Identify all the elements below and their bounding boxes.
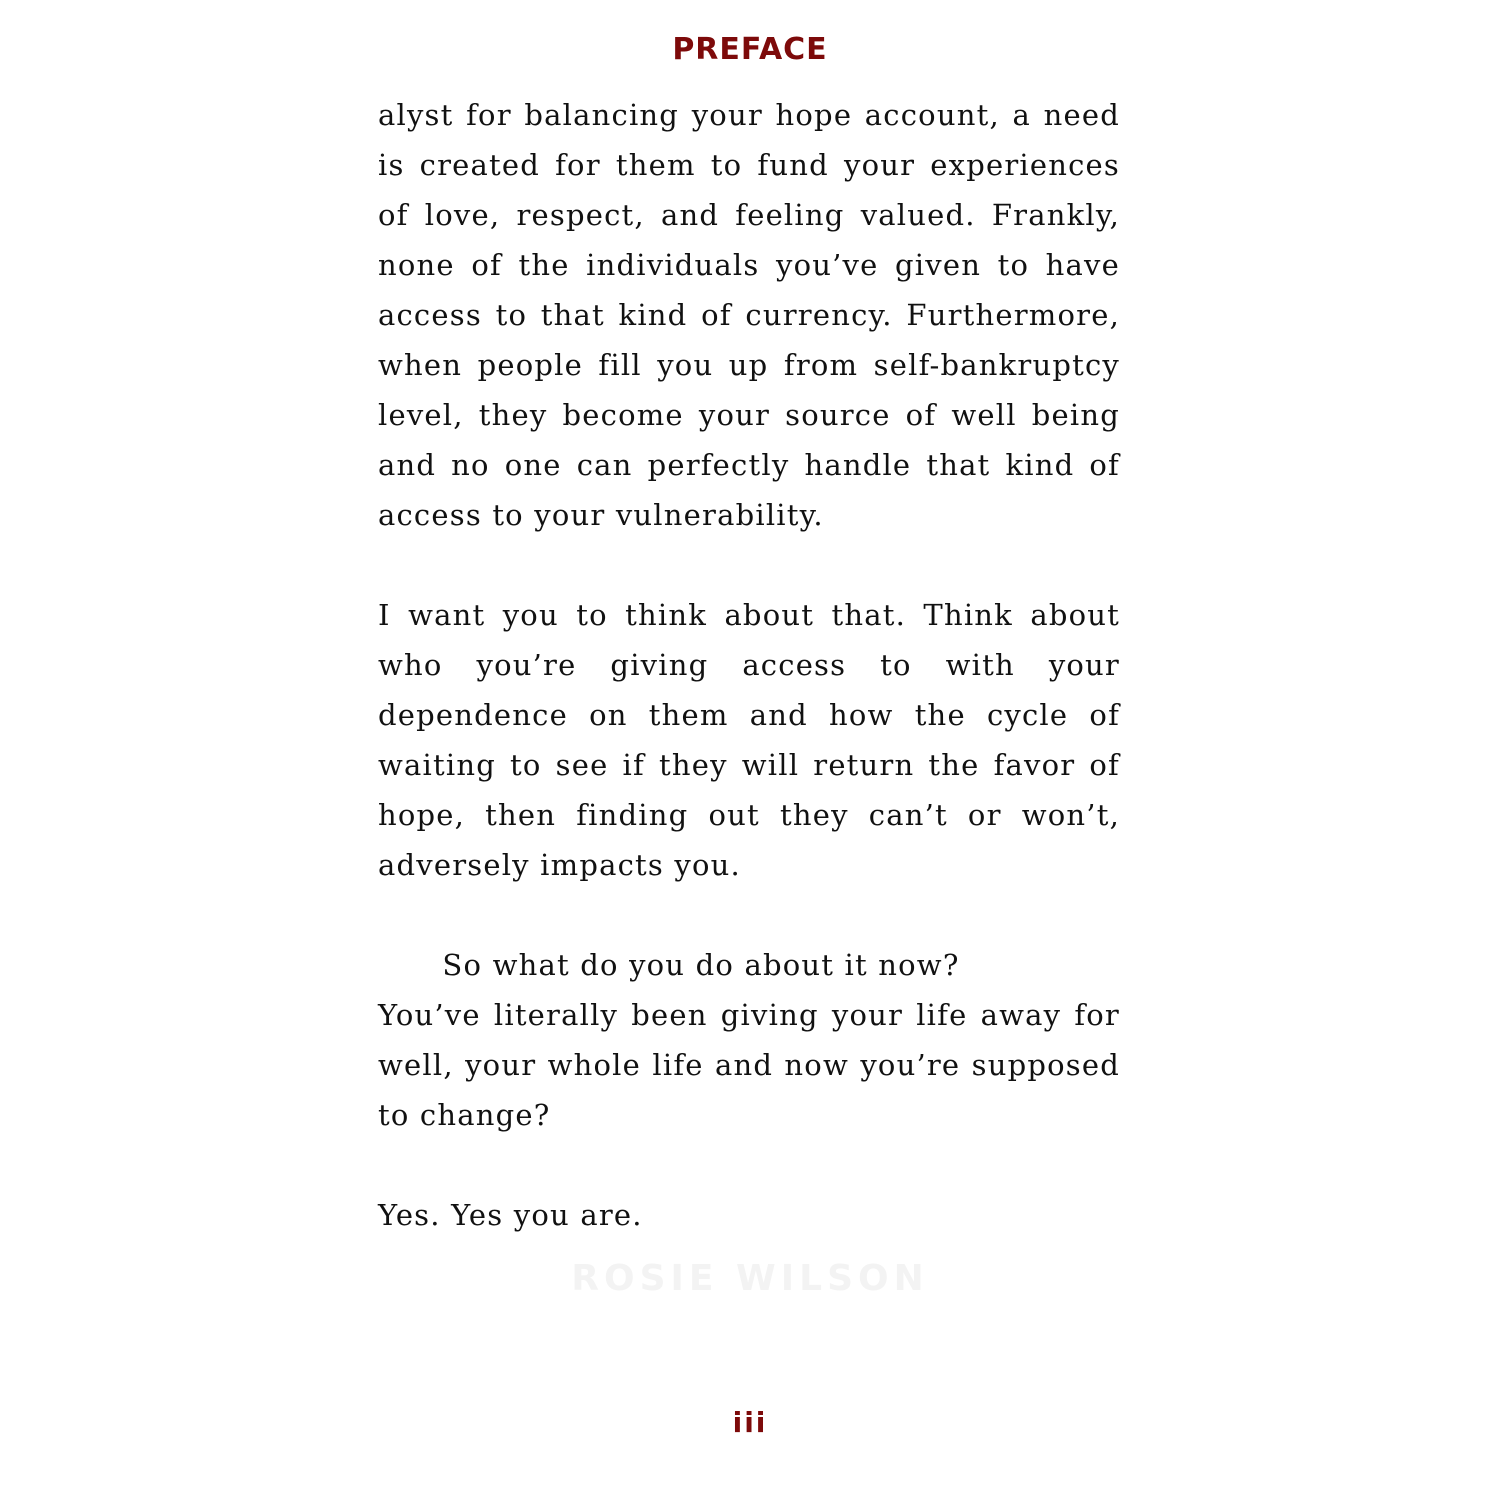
author-watermark: ROSIE WILSON	[571, 1258, 929, 1299]
question-line: So what do you do about it now?	[442, 948, 960, 982]
body-paragraph-2: I want you to think about that. Think about who you’re giving access to with your dependence on them and how the cycle of waiting to see if they will return the favor of hope, then finding out they can’t or won’t, adversely impacts you.	[378, 598, 1120, 882]
closing-line: Yes. Yes you are.	[378, 1198, 643, 1232]
body-paragraph-1: alyst for balancing your hope account, a need is created for them to fund your experiences of love, respect, and feeling valued. Frankly, none of the individuals you’ve given to have access to that kind of currency. Furthermore, when people fill you up from self-bankruptcy level, they become your source of well being and no one can perfectly handle that kind of access to your vulnerability.	[378, 98, 1120, 532]
page-body	[378, 90, 1120, 1240]
page-number: iii	[732, 1406, 768, 1439]
running-head-title: PREFACE	[672, 32, 828, 67]
body-paragraph-3: You’ve literally been giving your life away for well, your whole life and now you’re supposed to change?	[378, 998, 1120, 1132]
